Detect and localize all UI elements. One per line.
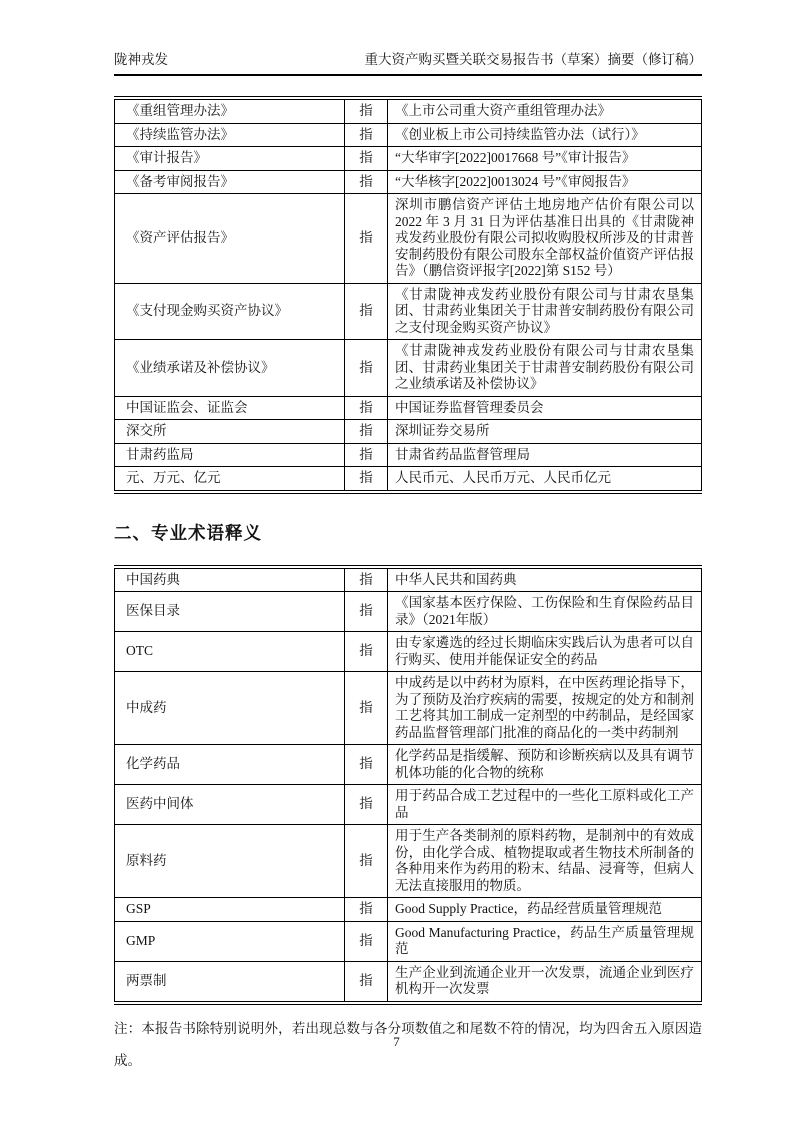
- term-cell: 中国证监会、证监会: [115, 396, 345, 420]
- definition-cell: 甘肃省药品监督管理局: [388, 443, 702, 467]
- term-row: [115, 961, 702, 1003]
- definition-cell: 《国家基本医疗保险、工伤保险和生育保险药品目录》（2021年版）: [388, 592, 702, 632]
- term-cell: 中成药: [115, 672, 345, 745]
- zhi-cell: 指: [345, 825, 388, 898]
- zhi-cell: 指: [345, 170, 388, 194]
- definition-cell: “大华审字[2022]0017668 号”《审计报告》: [388, 147, 702, 171]
- term-cell: 元、万元、亿元: [115, 467, 345, 492]
- definition-row: [115, 194, 702, 284]
- definition-cell: 中华人民共和国药典: [388, 567, 702, 592]
- section-title: 二、专业术语释义: [114, 522, 262, 543]
- page-header: [114, 51, 702, 76]
- definition-cell: 中国证券监督管理委员会: [388, 396, 702, 420]
- zhi-cell: 指: [345, 567, 388, 592]
- definition-row: [115, 170, 702, 194]
- definition-cell: 深圳市鹏信资产评估土地房地产估价有限公司以 2022 年 3 月 31 日为评估基准日出具的《甘肃陇神戎发药业股份有限公司拟收购股权所涉及的甘肃普安制药股份有限公司股东全部权益价值资产评估报告》（鹏信资评报字[2022]第 S152 号）: [388, 194, 702, 284]
- definition-row: [115, 420, 702, 444]
- zhi-cell: 指: [345, 672, 388, 745]
- term-cell: 甘肃药监局: [115, 443, 345, 467]
- term-cell: 《备考审阅报告》: [115, 170, 345, 194]
- definition-cell: 生产企业到流通企业开一次发票，流通企业到医疗机构开一次发票: [388, 961, 702, 1003]
- terms-table: [114, 565, 702, 1005]
- term-row: [115, 592, 702, 632]
- term-cell: 《资产评估报告》: [115, 194, 345, 284]
- definition-row: [115, 283, 702, 340]
- zhi-cell: 指: [345, 592, 388, 632]
- term-cell: 化学药品: [115, 745, 345, 785]
- page-content: [114, 51, 702, 1077]
- term-row: [115, 921, 702, 961]
- term-row: [115, 632, 702, 672]
- zhi-cell: 指: [345, 420, 388, 444]
- term-row: [115, 672, 702, 745]
- zhi-cell: 指: [345, 467, 388, 492]
- definition-cell: 化学药品是指缓解、预防和诊断疾病以及具有调节机体功能的化合物的统称: [388, 745, 702, 785]
- definition-row: [115, 98, 702, 123]
- term-cell: 《重组管理办法》: [115, 98, 345, 123]
- term-cell: 两票制: [115, 961, 345, 1003]
- definition-cell: Good Manufacturing Practice，药品生产质量管理规范: [388, 921, 702, 961]
- term-cell: 《支付现金购买资产协议》: [115, 283, 345, 340]
- definition-row: [115, 123, 702, 147]
- zhi-cell: 指: [345, 785, 388, 825]
- zhi-cell: 指: [345, 98, 388, 123]
- definition-cell: Good Supply Practice，药品经营质量管理规范: [388, 898, 702, 922]
- definition-row: [115, 396, 702, 420]
- zhi-cell: 指: [345, 443, 388, 467]
- term-row: [115, 567, 702, 592]
- definition-cell: “大华核字[2022]0013024 号”《审阅报告》: [388, 170, 702, 194]
- definition-cell: 中成药是以中药材为原料，在中医药理论指导下，为了预防及治疗疾病的需要，按规定的处方和制剂工艺将其加工制成一定剂型的中药制品，是经国家药品监督管理部门批准的商品化的一类中药制剂: [388, 672, 702, 745]
- definition-cell: 《创业板上市公司持续监管办法（试行）》: [388, 123, 702, 147]
- zhi-cell: 指: [345, 123, 388, 147]
- zhi-cell: 指: [345, 194, 388, 284]
- term-row: [115, 785, 702, 825]
- definition-cell: 《上市公司重大资产重组管理办法》: [388, 98, 702, 123]
- term-cell: GSP: [115, 898, 345, 922]
- term-cell: 中国药典: [115, 567, 345, 592]
- term-row: [115, 745, 702, 785]
- definition-row: [115, 147, 702, 171]
- header-company-name: 陇神戎发: [114, 52, 168, 67]
- term-cell: OTC: [115, 632, 345, 672]
- header-document-title: 重大资产购买暨关联交易报告书（草案）摘要（修订稿）: [364, 52, 702, 67]
- definition-cell: 由专家遴选的经过长期临床实践后认为患者可以自行购买、使用并能保证安全的药品: [388, 632, 702, 672]
- page-number: 7: [393, 1034, 400, 1049]
- zhi-cell: 指: [345, 283, 388, 340]
- definition-cell: 《甘肃陇神戎发药业股份有限公司与甘肃农垦集团、甘肃药业集团关于甘肃普安制药股份有限公司之业绩承诺及补偿协议》: [388, 340, 702, 397]
- zhi-cell: 指: [345, 745, 388, 785]
- term-cell: 《业绩承诺及补偿协议》: [115, 340, 345, 397]
- zhi-cell: 指: [345, 396, 388, 420]
- definitions-table: [114, 96, 702, 494]
- definition-row: [115, 340, 702, 397]
- definition-cell: 用于生产各类制剂的原料药物，是制剂中的有效成份，由化学合成、植物提取或者生物技术所制备的各种用来作为药用的粉末、结晶、浸膏等，但病人无法直接服用的物质。: [388, 825, 702, 898]
- definition-cell: 用于药品合成工艺过程中的一些化工原料或化工产品: [388, 785, 702, 825]
- term-row: [115, 825, 702, 898]
- definition-cell: 《甘肃陇神戎发药业股份有限公司与甘肃农垦集团、甘肃药业集团关于甘肃普安制药股份有限公司之支付现金购买资产协议》: [388, 283, 702, 340]
- footnote: 注：本报告书除特别说明外，若出现总数与各分项数值之和尾数不符的情况，均为四舍五入原因造成。: [114, 1020, 702, 1068]
- definition-cell: 人民币元、人民币万元、人民币亿元: [388, 467, 702, 492]
- term-row: [115, 898, 702, 922]
- term-cell: 《审计报告》: [115, 147, 345, 171]
- zhi-cell: 指: [345, 961, 388, 1003]
- term-cell: 深交所: [115, 420, 345, 444]
- term-cell: GMP: [115, 921, 345, 961]
- term-cell: 医保目录: [115, 592, 345, 632]
- definition-row: [115, 467, 702, 492]
- zhi-cell: 指: [345, 340, 388, 397]
- zhi-cell: 指: [345, 921, 388, 961]
- term-cell: 《持续监管办法》: [115, 123, 345, 147]
- zhi-cell: 指: [345, 632, 388, 672]
- zhi-cell: 指: [345, 147, 388, 171]
- definition-row: [115, 443, 702, 467]
- term-cell: 原料药: [115, 825, 345, 898]
- zhi-cell: 指: [345, 898, 388, 922]
- term-cell: 医药中间体: [115, 785, 345, 825]
- definition-cell: 深圳证券交易所: [388, 420, 702, 444]
